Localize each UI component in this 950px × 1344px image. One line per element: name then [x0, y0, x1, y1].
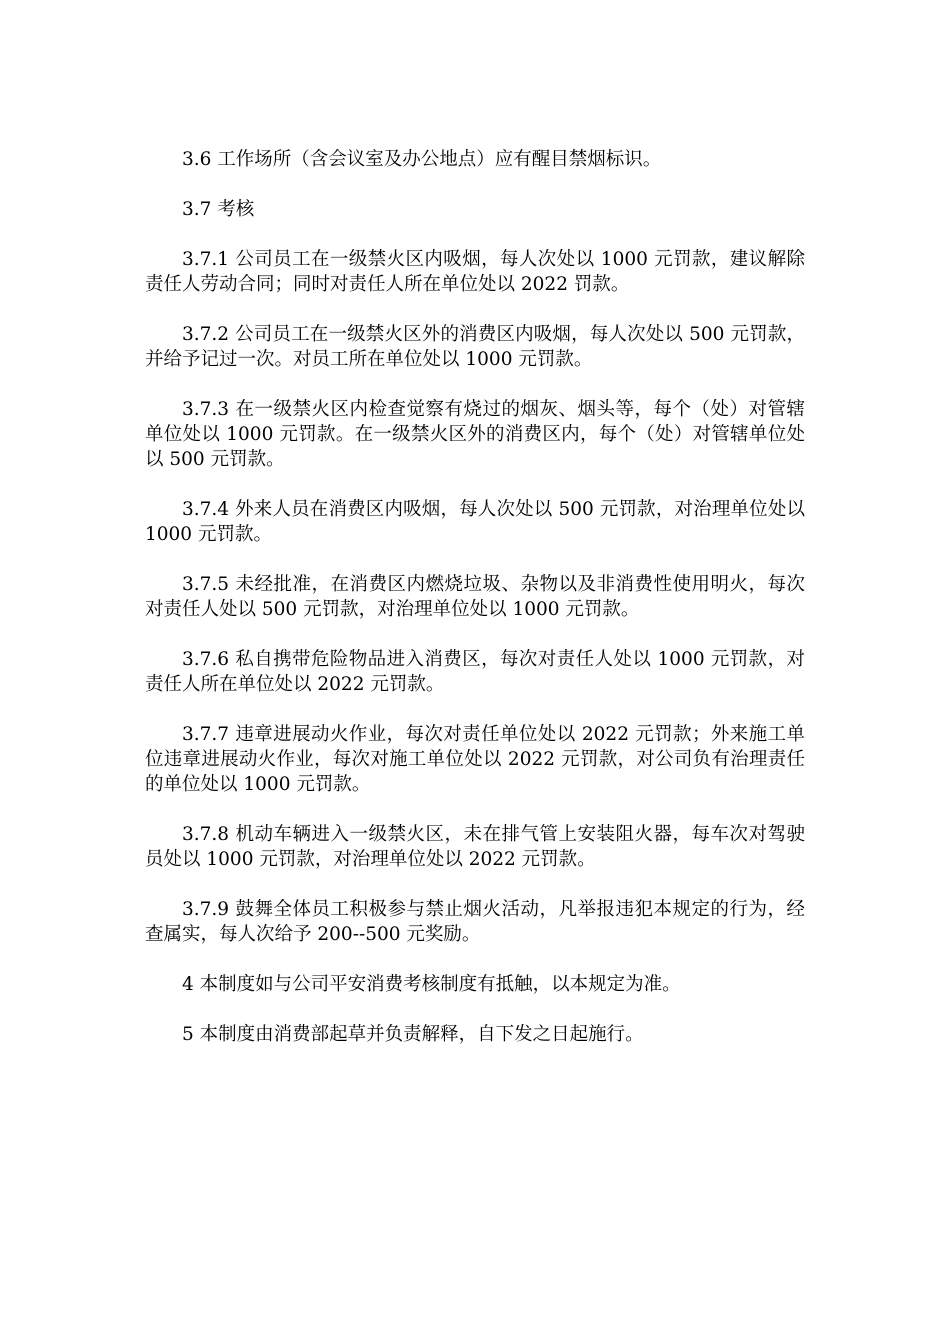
paragraph-5: 5 本制度由消费部起草并负责解释，自下发之日起施行。	[182, 1024, 644, 1045]
heading-3-7-assessment: 3.7 考核	[182, 199, 255, 220]
paragraph-3-7-8: 3.7.8 机动车辆进入一级禁火区，未在排气管上安装阻火器，每车次对驾驶员处以 1000 元罚款，对治理单位处以 2022 元罚款。	[145, 824, 805, 870]
paragraph-3-6: 3.6 工作场所（含会议室及办公地点）应有醒目禁烟标识。	[182, 149, 662, 170]
paragraph-4: 4 本制度如与公司平安消费考核制度有抵触，以本规定为准。	[182, 974, 681, 995]
paragraph-3-7-7: 3.7.7 违章进展动火作业，每次对责任单位处以 2022 元罚款；外来施工单位违章进展动火作业，每次对施工单位处以 2022 元罚款，对公司负有治理责任的单位处以 1000 元罚款。	[145, 724, 805, 795]
document-body	[145, 147, 805, 1072]
paragraph-3-7-1: 3.7.1 公司员工在一级禁火区内吸烟，每人次处以 1000 元罚款，建议解除责任人劳动合同；同时对责任人所在单位处以 2022 罚款。	[145, 249, 805, 295]
paragraph-3-7-2: 3.7.2 公司员工在一级禁火区外的消费区内吸烟，每人次处以 500 元罚款，并给予记过一次。对员工所在单位处以 1000 元罚款。	[145, 324, 805, 370]
paragraph-3-7-6: 3.7.6 私自携带危险物品进入消费区，每次对责任人处以 1000 元罚款，对责任人所在单位处以 2022 元罚款。	[145, 649, 805, 695]
paragraph-3-7-5: 3.7.5 未经批准，在消费区内燃烧垃圾、杂物以及非消费性使用明火，每次对责任人处以 500 元罚款，对治理单位处以 1000 元罚款。	[145, 574, 805, 620]
paragraph-3-7-4: 3.7.4 外来人员在消费区内吸烟，每人次处以 500 元罚款，对治理单位处以 1000 元罚款。	[145, 499, 805, 545]
paragraph-3-7-3: 3.7.3 在一级禁火区内检查觉察有烧过的烟灰、烟头等，每个（处）对管辖单位处以 1000 元罚款。在一级禁火区外的消费区内，每个（处）对管辖单位处以 500 元罚款。	[145, 399, 805, 470]
paragraph-3-7-9: 3.7.9 鼓舞全体员工积极参与禁止烟火活动，凡举报违犯本规定的行为，经查属实，每人次给予 200--500 元奖励。	[145, 899, 805, 945]
